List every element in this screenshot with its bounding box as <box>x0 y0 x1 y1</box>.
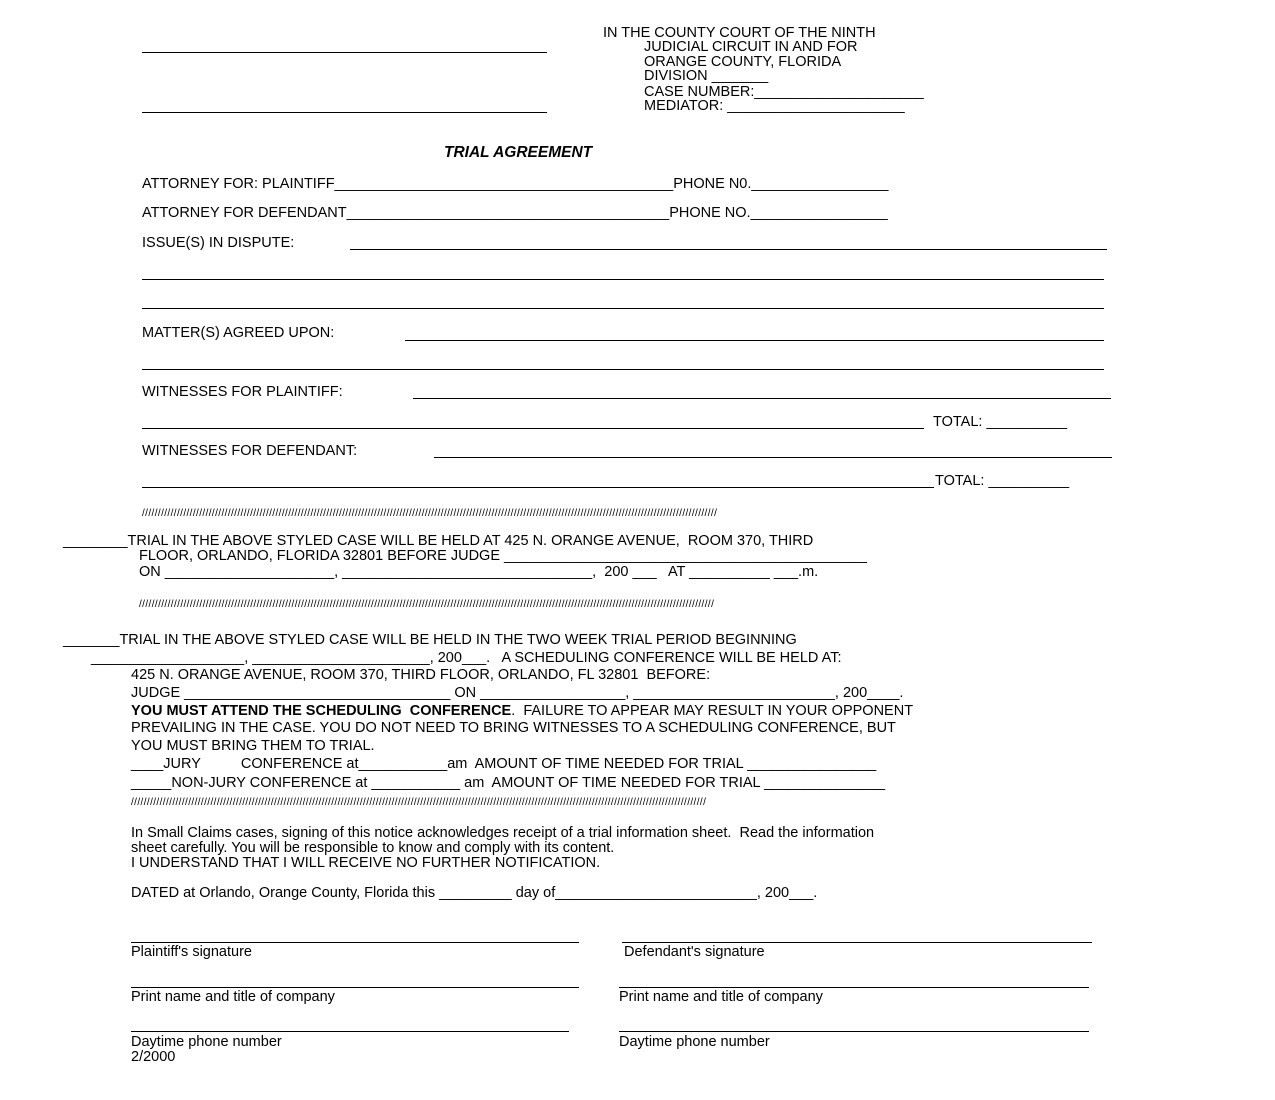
issues-label: ISSUE(S) IN DISPUTE: <box>142 235 295 251</box>
page-title: TRIAL AGREEMENT <box>444 144 593 161</box>
issues-line-3[interactable] <box>142 308 1104 309</box>
court-caption-line-1: IN THE COUNTY COURT OF THE NINTH <box>603 25 876 41</box>
court-caption-line-3: ORANGE COUNTY, FLORIDA <box>644 54 842 70</box>
defendant-phone-line[interactable] <box>619 1031 1089 1032</box>
mediator-field[interactable]: MEDIATOR: ______________________ <box>644 98 905 114</box>
option2-line-4[interactable]: JUDGE _________________________________ ON __________________, _________________________, 200____. <box>131 685 904 701</box>
division-field[interactable]: DIVISION _______ <box>644 68 769 84</box>
plaintiff-signature-line[interactable] <box>131 942 579 943</box>
notice-line-3: I UNDERSTAND THAT I WILL RECEIVE NO FURTHER NOTIFICATION. <box>131 855 601 871</box>
defendant-print-name-line[interactable] <box>619 987 1089 988</box>
failure-to-appear-text: . FAILURE TO APPEAR MAY RESULT IN YOUR OPPONENT <box>511 703 914 719</box>
witnesses-defendant-total[interactable]: TOTAL: __________ <box>935 473 1070 489</box>
matters-line-2[interactable] <box>142 369 1104 370</box>
plaintiff-print-name-line[interactable] <box>131 987 579 988</box>
witnesses-plaintiff-total[interactable]: TOTAL: __________ <box>933 414 1068 430</box>
matters-line-1[interactable] <box>405 340 1104 341</box>
option2-line-5 <box>131 704 913 719</box>
notice-line-1: In Small Claims cases, signing of this notice acknowledges receipt of a trial information sheet. Read the information <box>131 825 875 841</box>
defendant-phone-label: Daytime phone number <box>619 1034 770 1050</box>
witnesses-defendant-line-1[interactable] <box>434 457 1112 458</box>
issues-line-2[interactable] <box>142 279 1104 280</box>
party-name-line-1[interactable] <box>142 52 547 53</box>
separator: ///////////////////////////////////////////////////////////////////////////////////////////////////////////////////////////////////////////////////////////////////////////////////// <box>131 797 707 808</box>
option2-line-6: PREVAILING IN THE CASE. YOU DO NOT NEED TO BRING WITNESSES TO A SCHEDULING CONFERENCE, BUT <box>131 720 896 736</box>
defendant-signature-label: Defendant's signature <box>624 944 765 960</box>
separator: ///////////////////////////////////////////////////////////////////////////////////////////////////////////////////////////////////////////////////////////////////////////////////// <box>142 508 718 519</box>
plaintiff-print-name-label: Print name and title of company <box>131 989 335 1005</box>
party-name-line-2[interactable] <box>142 112 547 113</box>
notice-line-2: sheet carefully. You will be responsible to know and comply with its content. <box>131 840 615 856</box>
dated-field[interactable]: DATED at Orlando, Orange County, Florida this _________ day of_________________________, 200___. <box>131 885 818 901</box>
plaintiff-phone-label: Daytime phone number <box>131 1034 282 1050</box>
attorney-defendant-field[interactable]: ATTORNEY FOR DEFENDANT________________________________________PHONE NO._________________ <box>142 205 888 221</box>
must-attend-warning: YOU MUST ATTEND THE SCHEDULING CONFERENCE <box>131 703 512 719</box>
option2-line-3: 425 N. ORANGE AVENUE, ROOM 370, THIRD FLOOR, ORLANDO, FL 32801 BEFORE: <box>131 667 711 683</box>
witnesses-plaintiff-line-1[interactable] <box>413 398 1111 399</box>
plaintiff-signature-label: Plaintiff's signature <box>131 944 252 960</box>
attorney-plaintiff-field[interactable]: ATTORNEY FOR: PLAINTIFF__________________________________________PHONE N0._________________ <box>142 176 889 192</box>
court-caption-line-2: JUDICIAL CIRCUIT IN AND FOR <box>644 39 858 55</box>
issues-line-1[interactable] <box>350 249 1107 250</box>
form-revision: 2/2000 <box>131 1049 176 1065</box>
witnesses-defendant-label: WITNESSES FOR DEFENDANT: <box>142 443 358 459</box>
option2-line-1[interactable]: _______TRIAL IN THE ABOVE STYLED CASE WILL BE HELD IN THE TWO WEEK TRIAL PERIOD BEGINNING <box>63 632 797 648</box>
witnesses-plaintiff-line-2[interactable] <box>142 428 924 429</box>
defendant-signature-line[interactable] <box>622 942 1092 943</box>
option1-line-2[interactable]: FLOOR, ORLANDO, FLORIDA 32801 BEFORE JUDGE _____________________________________________ <box>139 548 867 564</box>
matters-label: MATTER(S) AGREED UPON: <box>142 325 335 341</box>
nonjury-conference-field[interactable]: _____NON-JURY CONFERENCE at ___________ am AMOUNT OF TIME NEEDED FOR TRIAL _______________ <box>131 775 886 791</box>
defendant-print-name-label: Print name and title of company <box>619 989 823 1005</box>
jury-conference-field[interactable]: ____JURY CONFERENCE at___________am AMOUNT OF TIME NEEDED FOR TRIAL ________________ <box>131 756 877 772</box>
case-number-field[interactable]: CASE NUMBER:_____________________ <box>644 84 924 100</box>
option2-line-7: YOU MUST BRING THEM TO TRIAL. <box>131 738 375 754</box>
option1-line-1[interactable]: ________TRIAL IN THE ABOVE STYLED CASE WILL BE HELD AT 425 N. ORANGE AVENUE, ROOM 370, THIRD <box>63 533 814 549</box>
witnesses-plaintiff-label: WITNESSES FOR PLAINTIFF: <box>142 384 343 400</box>
witnesses-defendant-line-2[interactable] <box>142 487 934 488</box>
plaintiff-phone-line[interactable] <box>131 1031 569 1032</box>
option1-line-3[interactable]: ON _____________________, _______________________________, 200 ___ AT __________ ___.m. <box>139 564 819 580</box>
separator: ///////////////////////////////////////////////////////////////////////////////////////////////////////////////////////////////////////////////////////////////////////////////////// <box>139 599 715 610</box>
option2-line-2[interactable]: ___________________, ______________________, 200___. A SCHEDULING CONFERENCE WILL BE HELD AT: <box>91 650 842 666</box>
